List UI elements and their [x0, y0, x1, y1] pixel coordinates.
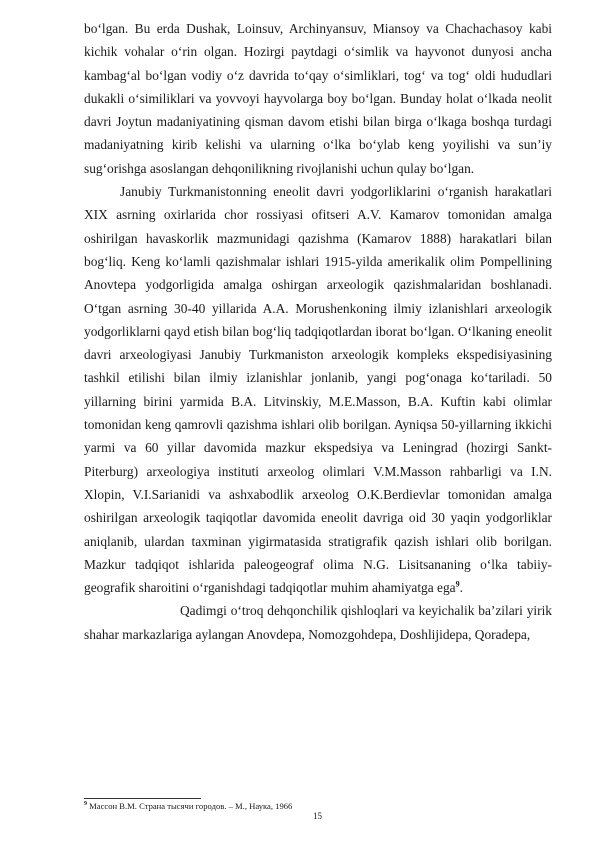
- paragraph-2-text: Janubiy Turkmanistonning eneolit davri yodgorliklarini o‘rganish harakatlari XIX asrning oxirlarida chor rossiyasi ofitseri A.V. Kamarov tomonidan amalga oshirilgan havaskorlik mazmunidagi qazishma (Kamarov 1888) harakatlari bilan bog‘liq. Keng ko‘lamli qazishmalar ishlari 1915-yilda amerikalik olim Pompellining Anovtepa yodgorligida amalga oshirgan arxeologik qazishmalaridan boshlanadi. O‘tgan asrning 30-40 yillarida A.A. Morushenkoning ilmiy izlanishlari arxeologik yodgorliklarni qayd etish bilan bog‘liq tadqiqotlardan iborat bo‘lgan. O‘lkaning eneolit davri arxeologiyasi Janubiy Turkmaniston arxeologik kompleks ekspedisiyasining tashkil etilishi bilan ilmiy izlanishlar jonlanib, yangi pog‘onaga ko‘tariladi. 50 yillarning birini yarmida B.A. Litvinskiy, M.E.Masson, B.A. Kuftin kabi olimlar tomonidan keng qamrovli qazishma ishlari olib borilgan. Ayniqsa 50-yillarning ikkichi yarmi va 60 yillar davomida mazkur ekspedsiya va Leningrad (hozirgi Sankt-Piterburg) arxeologiya instituti arxeolog olimlari V.M.Masson rahbarligi va I.N. Xlopin, V.I.Sarianidi va ashxabodlik arxeolog O.K.Berdievlar tomonidan amalga oshirilgan arxeologik taqiqotlar davomida eneolit davriga oid 30 yaqin yodgorliklar aniqlanib, ulardan taxminan yigirmatasida stratigrafik qazish ishlari olib borilgan. Mazkur tadqiqot ishlarida paleogeograf olima N.G. Lisitsananing o‘lka tabiiy-geografik sharoitini o‘rganishdagi tadqiqotlar muhim ahamiyatga ega: [84, 184, 552, 596]
- footnote-text: Массон В.М. Страна тысячи городов. – М., Наука, 1966: [87, 801, 293, 811]
- footnote-separator: [84, 798, 201, 799]
- body-text: [84, 17, 552, 646]
- paragraph-2-end: .: [459, 580, 463, 596]
- page-number: 15: [313, 811, 322, 821]
- paragraph-2: [84, 180, 552, 599]
- paragraph-1: bo‘lgan. Bu erda Dushak, Loinsuv, Archinyansuv, Miansoy va Chachachasoy kabi kichik vohalar o‘rin olgan. Hozirgi paytdagi o‘simlik va hayvonot dunyosi ancha kambag‘al bo‘lgan vodiy o‘z davrida to‘qay o‘simliklari, tog‘ va tog‘ oldi hududlari dukakli o‘similiklari va yovvoyi hayvolarga boy bo‘lgan. Bunday holat o‘lkada neolit davri Joytun madaniyatining qisman davom etishi bilan birga o‘lkaga boshqa turdagi madaniyatning kirib kelishi va ularning o‘lka bo‘ylab keng yoyilishi va sun’iy sug‘orishga asoslangan dehqonilikning rivojlanishi uchun qulay bo‘lgan.: [84, 21, 552, 176]
- footnote-reference[interactable]: 9: [455, 579, 460, 589]
- paragraph-3: Qadimgi o‘troq dehqonchilik qishloqlari va keyichalik ba’zilari yirik shahar markazlariga aylangan Anovdepa, Nomozgohdepa, Doshlijidepa, Qoradepa,: [84, 603, 552, 642]
- footnote-number: 9: [84, 801, 87, 808]
